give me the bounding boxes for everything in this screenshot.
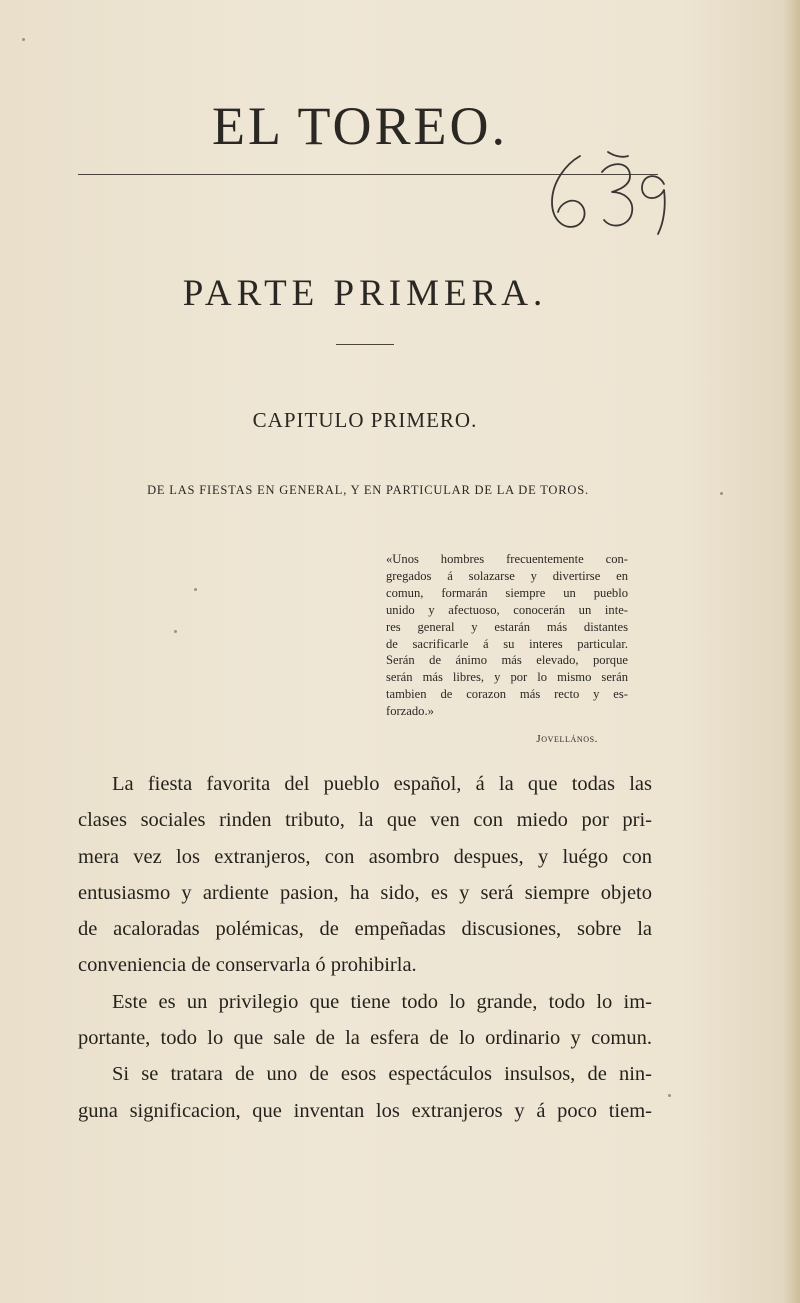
body-line: Si se tratara de uno de esos espectáculos insulsos, de nin- xyxy=(112,1063,652,1086)
chapter-subtitle: DE LAS FIESTAS EN GENERAL, Y EN PARTICULAR DE LA DE TOROS. xyxy=(147,483,589,497)
epigraph-line: res general y estarán más distantes xyxy=(386,619,628,634)
epigraph-line: Serán de ánimo más elevado, porque xyxy=(386,653,628,668)
body-line: Este es un privilegio que tiene todo lo grande, todo lo im- xyxy=(112,990,652,1013)
body-line: La fiesta favorita del pueblo español, á la que todas las xyxy=(112,773,652,795)
page-edge xyxy=(782,0,800,1303)
epigraph-line: gregados á solazarse y divertirse en xyxy=(386,568,628,583)
paper-speck xyxy=(194,588,197,591)
body-line: clases sociales rinden tributo, la que ven con miedo por pri- xyxy=(78,809,652,832)
handwritten-annotation xyxy=(546,150,686,240)
paper-speck xyxy=(22,38,25,41)
part-title: PARTE PRIMERA. xyxy=(182,273,548,314)
paper-speck xyxy=(174,630,177,633)
epigraph-line: unido y afectuoso, conocerán un inte- xyxy=(386,602,628,617)
epigraph-line: serán más libres, y por lo mismo serán xyxy=(386,670,628,685)
body-line: guna significacion, que inventan los extranjeros y á poco tiem- xyxy=(78,1099,652,1122)
section-rule xyxy=(336,344,394,345)
paper-speck xyxy=(668,1094,671,1097)
epigraph-line: «Unos hombres frecuentemente con- xyxy=(386,552,628,566)
epigraph-line: comun, formarán siempre un pueblo xyxy=(386,585,628,600)
epigraph-line: forzado.» xyxy=(386,704,434,719)
epigraph-line: tambien de corazon más recto y es- xyxy=(386,687,628,702)
epigraph-quote xyxy=(386,551,628,720)
body-line: conveniencia de conservarla ó prohibirla. xyxy=(78,954,417,977)
book-title: EL TOREO. xyxy=(212,96,508,156)
body-line: mera vez los extranjeros, con asombro despues, y luégo con xyxy=(78,845,652,868)
paper-speck xyxy=(720,492,723,495)
body-text xyxy=(78,766,652,1129)
chapter-title: CAPITULO PRIMERO. xyxy=(252,408,478,432)
body-line: entusiasmo y ardiente pasion, ha sido, es y será siempre objeto xyxy=(78,881,652,904)
body-line: portante, todo lo que sale de la esfera de lo ordinario y comun. xyxy=(78,1027,652,1050)
epigraph-line: de sacrificarle á su interes particular. xyxy=(386,636,628,651)
epigraph-author: Jovellános. xyxy=(536,733,598,745)
body-line: de acaloradas polémicas, de empeñadas discusiones, sobre la xyxy=(78,918,652,941)
